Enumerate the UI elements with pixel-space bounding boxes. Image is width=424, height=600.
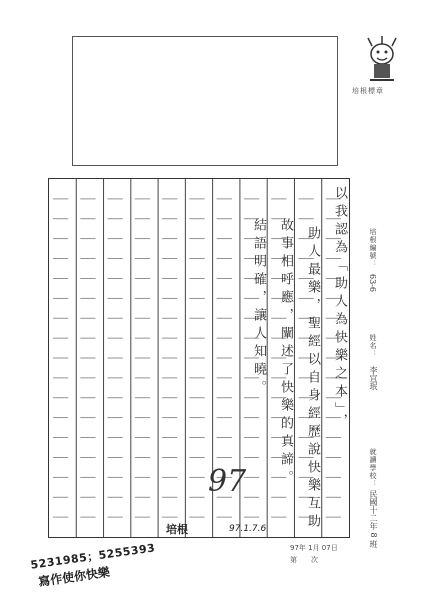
name-label: 姓名： <box>369 334 377 358</box>
grader-signature: 培根 <box>166 523 188 536</box>
grading-date: 97.1.7.6 <box>229 524 267 534</box>
code-label: 培根編號： <box>369 228 377 268</box>
essay-column-1: 以我認為「助人為快樂之本」， <box>332 186 347 432</box>
slogan-stamp: 寫作使你快樂 <box>37 565 111 589</box>
illustration-box <box>72 36 338 166</box>
phone-stamp: 5231985；5255393 <box>29 541 157 572</box>
school-value: 民國十二年 8 班 <box>369 490 378 549</box>
footer-page: 第 次 <box>290 556 318 564</box>
essay-column-4: 結語明確，讓人知曉。 <box>251 218 266 398</box>
name-value: 李宜珉 <box>369 366 378 390</box>
essay-column-2: 助人最樂，聖經以自身經歷說快樂互助 <box>305 226 320 532</box>
footer-date: 97年 1月 07日 <box>290 544 338 552</box>
stamp-caption: 培根標章 <box>352 87 384 95</box>
score-mark: 97 <box>208 464 247 499</box>
school-label: 就讀學校： <box>369 448 377 488</box>
code-value: 63-6 <box>368 274 377 292</box>
mascot-stamp-icon <box>362 36 402 86</box>
essay-column-3: 故事相呼應，闡述了快樂的真諦。 <box>278 218 293 488</box>
